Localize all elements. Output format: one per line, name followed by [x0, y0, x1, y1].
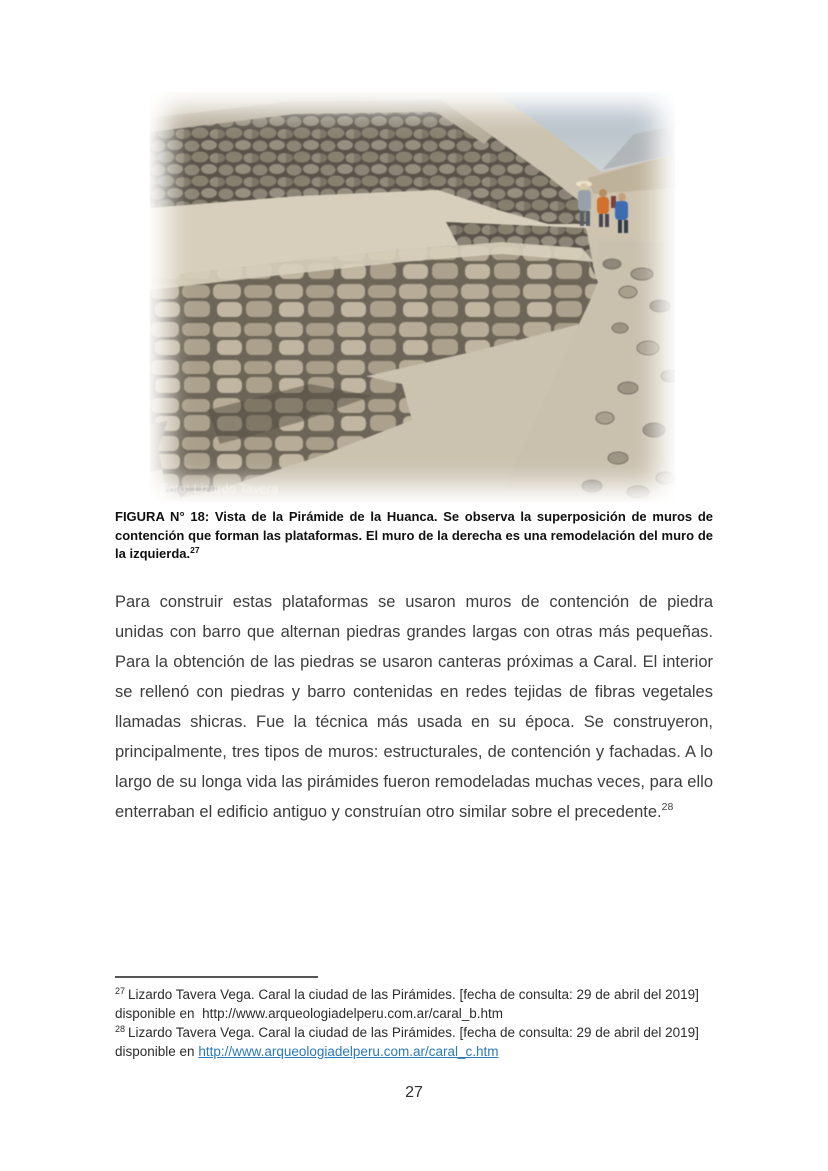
- footnote-28: [115, 1023, 715, 1061]
- archaeology-photo-illustration: [150, 92, 675, 502]
- footnote-separator: [115, 976, 318, 978]
- photo-credit-watermark: Foto: Lizardo Tavera: [160, 481, 279, 496]
- footnote-ref-27: 27: [190, 545, 200, 555]
- footnote-ref-28: 28: [661, 801, 674, 813]
- footnote-28-text: Lizardo Tavera Vega. Caral la ciudad de las Pirámides. [fecha de consulta: 29 de abril del 2019] disponible en: [115, 1025, 699, 1059]
- page-number: 27: [405, 1084, 423, 1101]
- footnote-28-link[interactable]: http://www.arqueologiadelperu.com.ar/caral_c.htm: [198, 1044, 499, 1059]
- footnote-27-ref: 27: [115, 986, 126, 996]
- figure-caption-text: FIGURA N° 18: Vista de la Pirámide de la Huanca. Se observa la superposición de muros de contención que forman las plataformas. El muro de la derecha es una remodelación del muro de la izquierda.: [115, 509, 713, 561]
- footnote-27: [115, 985, 715, 1023]
- figure-photo: [150, 92, 675, 502]
- figure-caption: [115, 508, 713, 564]
- body-paragraph-text: Para construir estas plataformas se usaron muros de contención de piedra unidas con barro que alternan piedras grandes largas con otras más pequeñas. Para la obtención de las piedras se usaron canteras próximas a Caral. El interior se rellenó con piedras y barro contenidas en redes tejidas de fibras vegetales llamadas shicras. Fue la técnica más usada en su época. Se construyeron, principalmente, tres tipos de muros: estructurales, de contención y fachadas. A lo largo de su longa vida las pirámides fueron remodeladas muchas veces, para ello enterraban el edificio antiguo y construían otro similar sobre el precedente.: [115, 593, 713, 821]
- footnote-28-ref: 28: [115, 1024, 126, 1034]
- body-paragraph: [115, 587, 713, 827]
- footnotes-section: [115, 985, 715, 1061]
- footnote-27-text: Lizardo Tavera Vega. Caral la ciudad de las Pirámides. [fecha de consulta: 29 de abril del 2019] disponible en http://www.arqueologiadelperu.com.ar/caral_b.htm: [115, 987, 699, 1021]
